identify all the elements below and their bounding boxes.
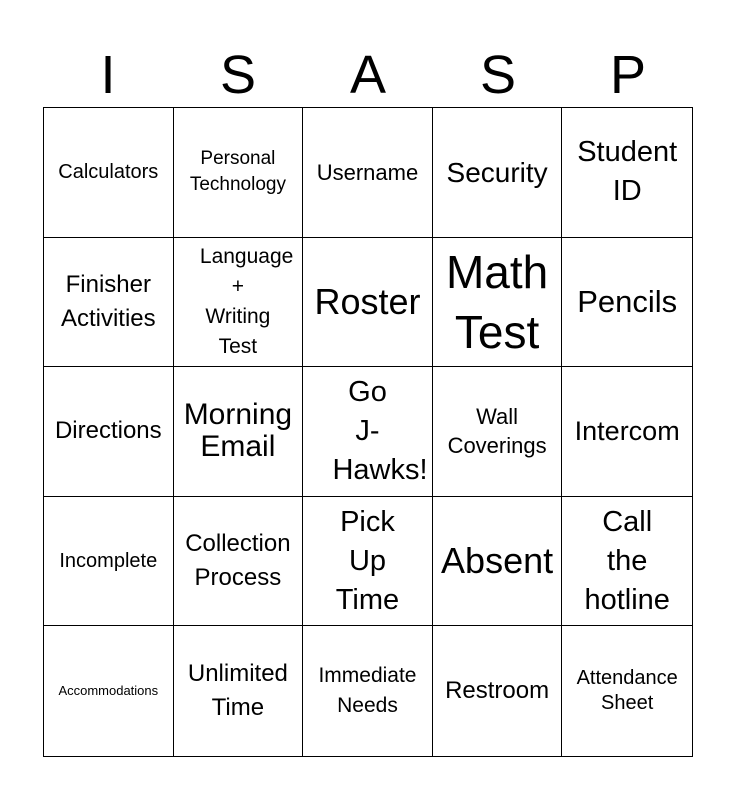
bingo-cell[interactable] — [174, 367, 304, 497]
bingo-cell[interactable] — [44, 108, 174, 238]
cell-label: Morning Email — [183, 398, 293, 464]
header-letter-2: S — [219, 45, 257, 105]
header-letter-5: P — [609, 45, 647, 105]
cell-label: Immediate Needs — [318, 664, 417, 718]
cell-label: Personal Technology — [189, 148, 286, 196]
bingo-cell[interactable] — [433, 108, 563, 238]
bingo-cell[interactable] — [174, 238, 304, 368]
bingo-cell[interactable] — [44, 367, 174, 497]
cell-label: Incomplete — [59, 549, 158, 572]
cell-label: Username — [316, 159, 419, 185]
bingo-cell[interactable] — [562, 108, 692, 238]
bingo-cell[interactable] — [174, 108, 304, 238]
cell-label: Student ID — [577, 136, 678, 208]
bingo-cell[interactable] — [303, 108, 433, 238]
cell-label: Restroom — [445, 677, 550, 705]
bingo-cell[interactable] — [433, 238, 563, 368]
cell-label: Directions — [54, 417, 162, 445]
bingo-cell[interactable] — [562, 367, 692, 497]
bingo-cell[interactable] — [44, 238, 174, 368]
cell-label: Calculators — [58, 160, 159, 183]
bingo-cell[interactable] — [44, 626, 174, 756]
bingo-cell[interactable] — [303, 367, 433, 497]
bingo-board — [43, 107, 693, 757]
bingo-cell[interactable] — [303, 497, 433, 627]
cell-label: Finisher Activities — [60, 270, 156, 332]
cell-label: Language + Writing Test — [199, 244, 294, 358]
cell-label: Math Test — [445, 245, 549, 358]
cell-label: Wall Coverings — [447, 404, 547, 459]
bingo-cell[interactable] — [433, 367, 563, 497]
bingo-cell[interactable] — [174, 626, 304, 756]
bingo-cell[interactable] — [433, 497, 563, 627]
bingo-cell[interactable] — [44, 497, 174, 627]
cell-label: Security — [446, 156, 548, 188]
bingo-cell[interactable] — [433, 626, 563, 756]
cell-label: Absent — [441, 540, 554, 582]
cell-label: Accommodations — [58, 683, 159, 699]
header-letter-1: I — [100, 45, 116, 105]
bingo-cell[interactable] — [303, 238, 433, 368]
cell-label: Go J-Hawks! — [332, 375, 428, 486]
cell-label: Call the hotline — [584, 505, 670, 616]
bingo-cell[interactable] — [562, 238, 692, 368]
bingo-cell[interactable] — [562, 497, 692, 627]
bingo-cell[interactable] — [303, 626, 433, 756]
cell-label: Roster — [314, 280, 421, 322]
cell-label: Attendance Sheet — [576, 667, 678, 715]
cell-label: Pick Up Time — [335, 505, 400, 616]
bingo-cell[interactable] — [174, 497, 304, 627]
header-letter-4: S — [479, 45, 517, 105]
cell-label: Intercom — [574, 416, 680, 447]
cell-label: Pencils — [577, 283, 678, 319]
bingo-cell[interactable] — [562, 626, 692, 756]
header-letter-3: A — [349, 45, 387, 105]
cell-label: Unlimited Time — [187, 660, 288, 722]
bingo-header — [43, 42, 693, 108]
cell-label: Collection Process — [185, 530, 291, 592]
